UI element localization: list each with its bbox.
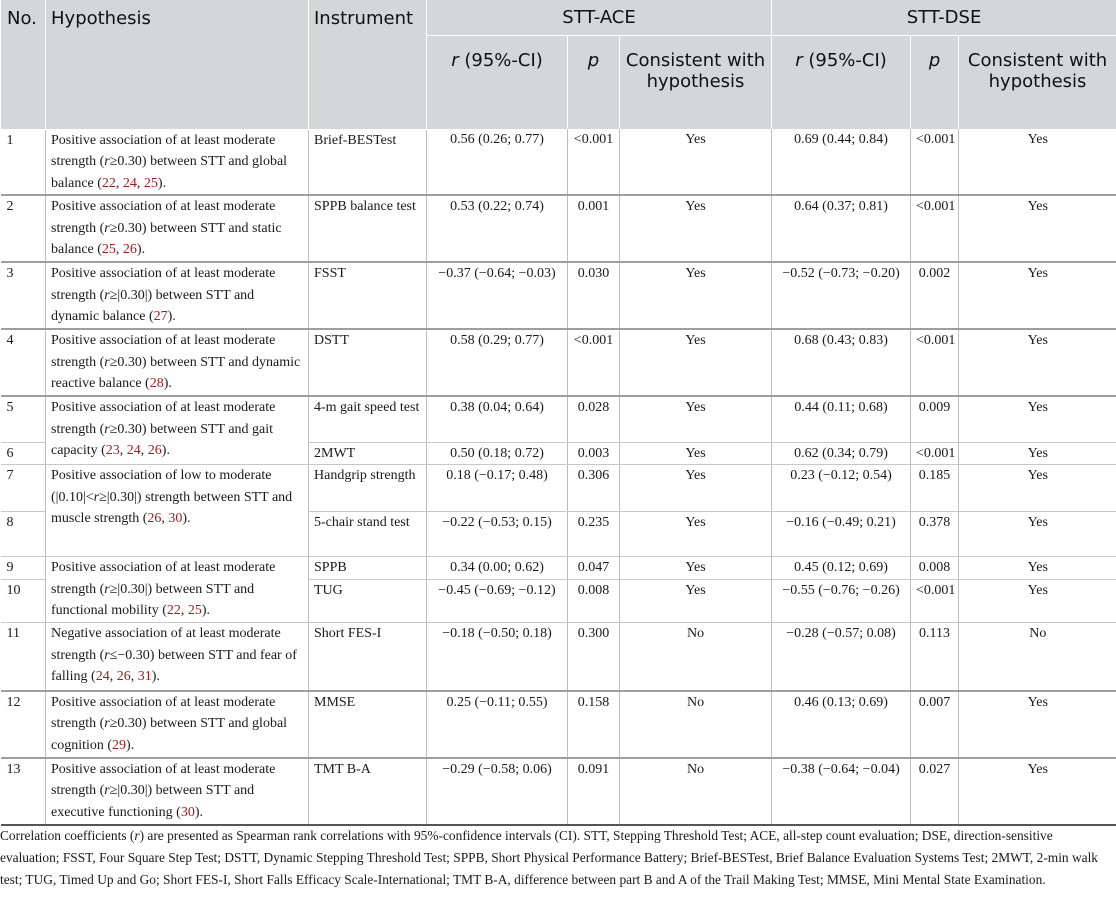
hypothesis-text: ). bbox=[136, 242, 146, 257]
cell-dse-r: 0.45 (0.12; 0.69) bbox=[772, 557, 911, 580]
cell-no: 4 bbox=[1, 329, 46, 396]
cell-instrument: Handgrip strength bbox=[309, 465, 427, 512]
hypothesis-text: ≥0.30) between STT and static balance ( bbox=[51, 220, 282, 257]
table-row bbox=[1, 262, 1116, 329]
reference-link[interactable]: 25 bbox=[143, 175, 158, 191]
cell-hypothesis: Positive association of at least moderate strength (r≥0.30) between STT and gait capacity (23, 24, 26). bbox=[46, 396, 309, 465]
cell-no: 5 bbox=[1, 396, 46, 442]
cell-hypothesis bbox=[46, 329, 309, 396]
cell-dse-consistent: No bbox=[959, 623, 1116, 691]
hypothesis-text: ). bbox=[157, 175, 167, 191]
cell-ace-r: 0.34 (0.00; 0.62) bbox=[427, 557, 568, 580]
cell-ace-p: 0.047 bbox=[568, 557, 620, 580]
r-symbol: r bbox=[451, 50, 459, 71]
reference-link[interactable]: 24 bbox=[95, 669, 110, 684]
cell-dse-p: <0.001 bbox=[911, 580, 959, 623]
r-symbol: r bbox=[104, 421, 110, 437]
header-no: No. bbox=[1, 0, 46, 129]
hypothesis-text: ≥|0.30|) between STT and functional mobility ( bbox=[51, 581, 255, 618]
table-row bbox=[1, 396, 1116, 442]
header-hypothesis: Hypothesis bbox=[46, 0, 309, 129]
cell-dse-r: −0.55 (−0.76; −0.26) bbox=[772, 580, 911, 623]
hypothesis-text: Positive association of at least moderate strength ( bbox=[51, 761, 276, 798]
hypothesis-text: ). bbox=[163, 376, 172, 391]
cell-no: 7 bbox=[1, 465, 46, 512]
table-body bbox=[1, 129, 1116, 825]
r-symbol: r bbox=[104, 154, 110, 169]
cell-ace-p: 0.003 bbox=[568, 442, 620, 465]
header-ace-consistent: Consistent with hypothesis bbox=[620, 36, 772, 130]
cell-no: 6 bbox=[1, 442, 46, 465]
cell-ace-consistent: Yes bbox=[620, 442, 772, 465]
header-group-ace: STT-ACE bbox=[427, 0, 772, 36]
cell-no: 13 bbox=[1, 758, 46, 825]
hypothesis-text: Positive association of low to moderate (|0.10|< bbox=[51, 468, 272, 505]
cell-no: 9 bbox=[1, 557, 46, 580]
reference-link[interactable]: 26 bbox=[147, 511, 162, 526]
hypothesis-text: ≥|0.30|) between STT and dynamic balance ( bbox=[51, 287, 255, 324]
hypothesis-text: Positive association of at least moderate strength ( bbox=[51, 694, 276, 731]
cell-ace-r: 0.56 (0.26; 0.77) bbox=[427, 129, 568, 195]
cell-ace-consistent: Yes bbox=[620, 580, 772, 623]
cell-ace-r: −0.37 (−0.64; −0.03) bbox=[427, 262, 568, 329]
cell-ace-r: −0.22 (−0.53; 0.15) bbox=[427, 512, 568, 557]
header-dse-p bbox=[911, 36, 959, 130]
cell-ace-consistent: Yes bbox=[620, 262, 772, 329]
hypothesis-text: Positive association of at least moderate strength ( bbox=[51, 400, 276, 437]
r-symbol: r bbox=[93, 489, 100, 505]
hypothesis-text: ). bbox=[167, 309, 176, 324]
cell-dse-p: <0.001 bbox=[911, 442, 959, 465]
hypothesis-text: ≥|0.30|) strength between STT and muscle strength ( bbox=[51, 489, 293, 526]
hypothesis-text: ≥|0.30|) between STT and executive functioning ( bbox=[51, 783, 255, 820]
hypothesis-text: ). bbox=[194, 804, 204, 820]
cell-ace-p: 0.158 bbox=[568, 691, 620, 758]
cell-dse-r: −0.38 (−0.64; −0.04) bbox=[772, 758, 911, 825]
reference-link[interactable]: 23 bbox=[105, 443, 120, 458]
cell-instrument: MMSE bbox=[309, 691, 427, 758]
cell-hypothesis: Positive association of at least moderate strength (r≥0.30) between STT and global balance (22, 24, 25). bbox=[46, 129, 309, 195]
cell-no: 11 bbox=[1, 623, 46, 691]
cell-no: 3 bbox=[1, 262, 46, 329]
cell-dse-consistent: Yes bbox=[959, 129, 1116, 195]
hypothesis-text: ). bbox=[182, 511, 191, 526]
cell-instrument: 4-m gait speed test bbox=[309, 396, 427, 442]
p-symbol: p bbox=[587, 50, 600, 71]
cell-ace-p: 0.235 bbox=[568, 512, 620, 557]
cell-dse-p: 0.009 bbox=[911, 396, 959, 442]
cell-no: 1 bbox=[1, 129, 46, 195]
cell-instrument: Short FES-I bbox=[309, 623, 427, 691]
r-symbol: r bbox=[104, 716, 110, 731]
reference-link[interactable]: 27 bbox=[153, 309, 168, 324]
cell-dse-consistent: Yes bbox=[959, 557, 1116, 580]
cell-dse-r: 0.46 (0.13; 0.69) bbox=[772, 691, 911, 758]
cell-ace-p: <0.001 bbox=[568, 329, 620, 396]
cell-dse-consistent: Yes bbox=[959, 580, 1116, 623]
cell-instrument: 2MWT bbox=[309, 442, 427, 465]
cell-ace-p: <0.001 bbox=[568, 129, 620, 195]
hypothesis-text: ). bbox=[201, 603, 211, 618]
header-dse-r bbox=[772, 36, 911, 130]
hypothesis-text: Positive association of at least moderate strength ( bbox=[51, 199, 276, 236]
reference-link[interactable]: 25 bbox=[101, 242, 116, 257]
reference-link[interactable]: 22 bbox=[166, 603, 181, 618]
cell-instrument: SPPB balance test bbox=[309, 195, 427, 262]
cell-dse-p: 0.113 bbox=[911, 623, 959, 691]
cell-dse-p: 0.378 bbox=[911, 512, 959, 557]
footnote-pre: Correlation coefficients ( bbox=[0, 828, 135, 843]
hypothesis-text: ≤−0.30) between STT and fear of falling ( bbox=[51, 647, 297, 684]
table-row bbox=[1, 329, 1116, 396]
cell-dse-p: <0.001 bbox=[911, 195, 959, 262]
cell-no: 10 bbox=[1, 580, 46, 623]
cell-hypothesis: Negative association of at least moderate strength (r≤−0.30) between STT and fear of falling (24, 26, 31). bbox=[46, 623, 309, 691]
cell-ace-p: 0.300 bbox=[568, 623, 620, 691]
hypothesis-text: ≥0.30) between STT and global cognition ( bbox=[51, 716, 288, 753]
cell-dse-consistent: Yes bbox=[959, 442, 1116, 465]
cell-no: 8 bbox=[1, 512, 46, 557]
reference-link[interactable]: 30 bbox=[180, 804, 195, 820]
cell-dse-r: 0.23 (−0.12; 0.54) bbox=[772, 465, 911, 512]
r-symbol: r bbox=[104, 647, 110, 663]
cell-ace-p: 0.091 bbox=[568, 758, 620, 825]
cell-dse-p: 0.002 bbox=[911, 262, 959, 329]
r-symbol: r bbox=[104, 581, 110, 597]
cell-hypothesis: Positive association of at least moderate strength (r≥0.30) between STT and static balance (25, 26). bbox=[46, 195, 309, 262]
cell-hypothesis bbox=[46, 262, 309, 329]
hypothesis-text: ≥0.30) between STT and global balance ( bbox=[51, 154, 288, 191]
hypothesis-text: Positive association of at least moderate strength ( bbox=[51, 266, 276, 303]
hypothesis-text: ). bbox=[161, 443, 170, 458]
cell-ace-r: −0.29 (−0.58; 0.06) bbox=[427, 758, 568, 825]
cell-dse-p: 0.027 bbox=[911, 758, 959, 825]
hypothesis-text: Positive association of at least moderate strength ( bbox=[51, 132, 276, 169]
cell-ace-p: 0.306 bbox=[568, 465, 620, 512]
cell-instrument: TMT B-A bbox=[309, 758, 427, 825]
r-ci-label: (95%-CI) bbox=[802, 50, 887, 71]
table-header bbox=[1, 0, 1116, 129]
cell-ace-r: −0.45 (−0.69; −0.12) bbox=[427, 580, 568, 623]
cell-instrument: 5-chair stand test bbox=[309, 512, 427, 557]
cell-dse-consistent: Yes bbox=[959, 396, 1116, 442]
cell-hypothesis: Positive association of low to moderate (|0.10|<r≥|0.30|) strength between STT and muscle strength (26, 30). bbox=[46, 465, 309, 557]
cell-ace-r: 0.18 (−0.17; 0.48) bbox=[427, 465, 568, 512]
header-ace-r bbox=[427, 36, 568, 130]
cell-ace-r: 0.58 (0.29; 0.77) bbox=[427, 329, 568, 396]
hypothesis-text: ). bbox=[151, 669, 160, 684]
r-symbol: r bbox=[104, 354, 110, 370]
reference-link[interactable]: 22 bbox=[101, 175, 116, 191]
table-row bbox=[1, 465, 1116, 512]
cell-ace-r: 0.25 (−0.11; 0.55) bbox=[427, 691, 568, 758]
cell-ace-consistent: No bbox=[620, 623, 772, 691]
cell-ace-r: 0.50 (0.18; 0.72) bbox=[427, 442, 568, 465]
cell-ace-p: 0.028 bbox=[568, 396, 620, 442]
cell-dse-r: 0.64 (0.37; 0.81) bbox=[772, 195, 911, 262]
cell-ace-r: 0.38 (0.04; 0.64) bbox=[427, 396, 568, 442]
reference-link[interactable]: 31 bbox=[137, 669, 152, 684]
cell-dse-r: −0.28 (−0.57; 0.08) bbox=[772, 623, 911, 691]
r-ci-label: (95%-CI) bbox=[458, 50, 543, 71]
cell-dse-r: 0.69 (0.44; 0.84) bbox=[772, 129, 911, 195]
header-group-dse: STT-DSE bbox=[772, 0, 1116, 36]
table-row bbox=[1, 758, 1116, 825]
cell-ace-consistent: Yes bbox=[620, 129, 772, 195]
cell-ace-consistent: Yes bbox=[620, 557, 772, 580]
cell-ace-p: 0.030 bbox=[568, 262, 620, 329]
footnote-r: r bbox=[134, 828, 140, 843]
table-row bbox=[1, 557, 1116, 580]
reference-link[interactable]: 30 bbox=[168, 511, 183, 526]
cell-instrument: DSTT bbox=[309, 329, 427, 396]
cell-instrument: TUG bbox=[309, 580, 427, 623]
hypothesis-text: Positive association of at least moderate strength ( bbox=[51, 333, 276, 370]
cell-ace-r: −0.18 (−0.50; 0.18) bbox=[427, 623, 568, 691]
cell-instrument: Brief-BESTest bbox=[309, 129, 427, 195]
cell-dse-consistent: Yes bbox=[959, 329, 1116, 396]
cell-ace-consistent: Yes bbox=[620, 396, 772, 442]
reference-link[interactable]: 24 bbox=[126, 443, 141, 458]
cell-ace-consistent: Yes bbox=[620, 512, 772, 557]
cell-dse-consistent: Yes bbox=[959, 465, 1116, 512]
header-instrument: Instrument bbox=[309, 0, 427, 129]
reference-link[interactable]: 28 bbox=[149, 376, 164, 391]
cell-dse-p: <0.001 bbox=[911, 129, 959, 195]
cell-dse-consistent: Yes bbox=[959, 758, 1116, 825]
hypothesis-text: ). bbox=[126, 737, 135, 753]
table-row bbox=[1, 195, 1116, 262]
cell-dse-r: 0.44 (0.11; 0.68) bbox=[772, 396, 911, 442]
cell-ace-p: 0.001 bbox=[568, 195, 620, 262]
table-footnote bbox=[0, 825, 1112, 890]
hypothesis-text: ≥0.30) between STT and gait capacity ( bbox=[51, 421, 274, 458]
cell-dse-r: −0.52 (−0.73; −0.20) bbox=[772, 262, 911, 329]
cell-ace-consistent: Yes bbox=[620, 329, 772, 396]
r-symbol: r bbox=[104, 783, 110, 798]
reference-link[interactable]: 24 bbox=[122, 175, 137, 191]
cell-instrument: SPPB bbox=[309, 557, 427, 580]
cell-dse-r: 0.68 (0.43; 0.83) bbox=[772, 329, 911, 396]
cell-hypothesis bbox=[46, 691, 309, 758]
reference-link[interactable]: 29 bbox=[112, 737, 127, 753]
hypothesis-text: Negative association of at least moderate strength ( bbox=[51, 626, 281, 663]
r-symbol: r bbox=[104, 287, 110, 303]
hypothesis-text: Positive association of at least moderate strength ( bbox=[51, 560, 276, 597]
cell-dse-consistent: Yes bbox=[959, 195, 1116, 262]
reference-link[interactable]: 25 bbox=[187, 603, 202, 618]
cell-ace-consistent: No bbox=[620, 758, 772, 825]
reference-link[interactable]: 26 bbox=[116, 669, 131, 684]
p-symbol: p bbox=[928, 50, 941, 71]
table-row bbox=[1, 691, 1116, 758]
r-symbol: r bbox=[104, 220, 110, 236]
cell-ace-consistent: Yes bbox=[620, 195, 772, 262]
cell-ace-consistent: Yes bbox=[620, 465, 772, 512]
cell-dse-consistent: Yes bbox=[959, 691, 1116, 758]
header-dse-consistent: Consistent with hypothesis bbox=[959, 36, 1116, 130]
cell-dse-r: −0.16 (−0.49; 0.21) bbox=[772, 512, 911, 557]
r-symbol: r bbox=[795, 50, 803, 71]
cell-ace-p: 0.008 bbox=[568, 580, 620, 623]
cell-no: 2 bbox=[1, 195, 46, 262]
cell-instrument: FSST bbox=[309, 262, 427, 329]
cell-hypothesis: Positive association of at least moderate strength (r≥|0.30|) between STT and functional mobility (22, 25). bbox=[46, 557, 309, 623]
cell-dse-p: 0.008 bbox=[911, 557, 959, 580]
cell-dse-p: 0.185 bbox=[911, 465, 959, 512]
cell-dse-r: 0.62 (0.34; 0.79) bbox=[772, 442, 911, 465]
cell-dse-consistent: Yes bbox=[959, 262, 1116, 329]
reference-link[interactable]: 26 bbox=[122, 242, 137, 257]
table-row bbox=[1, 623, 1116, 691]
cell-no: 12 bbox=[1, 691, 46, 758]
footnote-text: ) are presented as Spearman rank correlations with 95%-confidence intervals (CI). STT, Stepping Threshold Test; ACE, all-step count evaluation; DSE, direction-sensitive evaluation; FSST, Four Square Step Test; DSTT, Dynamic Stepping Threshold Test; SPPB, Short Physical Performance Battery; Brief-BESTest, Brief Balance Evaluation Systems Test; 2MWT, 2-min walk test; TUG, Timed Up and Go; Short FES-I, Short Falls Efficacy Scale-International; TMT B-A, difference between part B and A of the Trail Making Test; MMSE, Mini Mental State Examination. bbox=[0, 828, 1098, 887]
table-row bbox=[1, 129, 1116, 195]
cell-dse-p: <0.001 bbox=[911, 329, 959, 396]
cell-ace-r: 0.53 (0.22; 0.74) bbox=[427, 195, 568, 262]
cell-hypothesis bbox=[46, 758, 309, 825]
cell-dse-consistent: Yes bbox=[959, 512, 1116, 557]
header-ace-p bbox=[568, 36, 620, 130]
cell-dse-p: 0.007 bbox=[911, 691, 959, 758]
reference-link[interactable]: 26 bbox=[147, 443, 162, 458]
hypothesis-text: ≥0.30) between STT and dynamic reactive balance ( bbox=[51, 354, 301, 391]
cell-ace-consistent: No bbox=[620, 691, 772, 758]
